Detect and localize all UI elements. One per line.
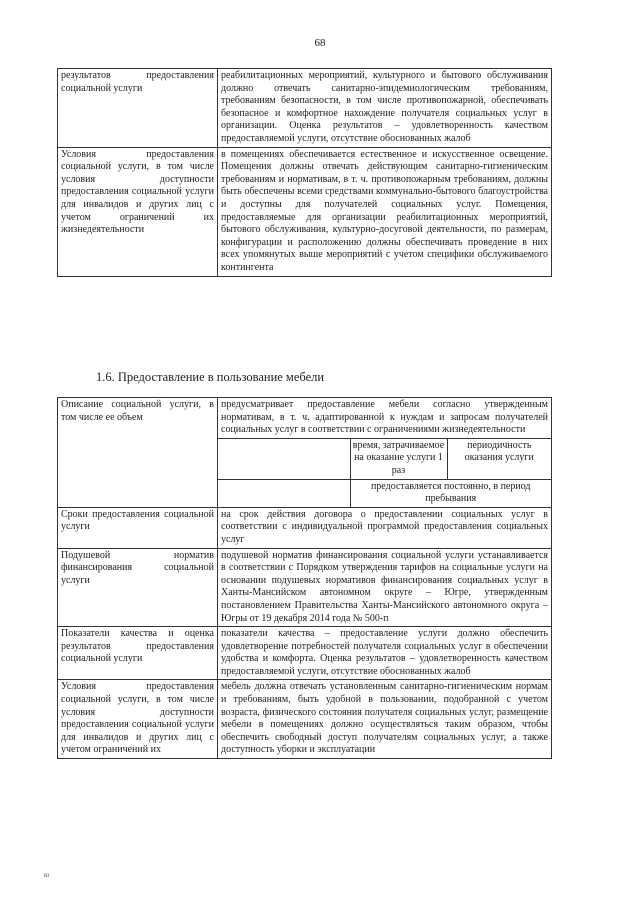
table-row bbox=[58, 398, 552, 508]
table-row bbox=[58, 680, 552, 759]
row-label: Показатели качества и оценка результатов предоставления социальной услуги bbox=[58, 627, 218, 680]
table-row bbox=[218, 479, 551, 507]
footer-mark: ю bbox=[44, 871, 50, 879]
row-text: показатели качества – предоставление услуги должно обеспечить удовлетворение потребностей получателя социальных услуг в обеспечении удобства и комфорта. Оценка результатов – удовлетворенность качеством предоставляемой услуги, отсутствие обоснованных жалоб bbox=[218, 627, 552, 680]
table-row bbox=[58, 627, 552, 680]
section-heading: 1.6. Предоставление в пользование мебели bbox=[96, 370, 325, 384]
table-row bbox=[218, 438, 551, 479]
row-label: Условия предоставления социальной услуги, в том числе условия доступности предоставления социальной услуги для инвалидов и других лиц с учетом ограничений их жизнедеятельности bbox=[58, 147, 218, 276]
table-row bbox=[58, 69, 552, 148]
row-text: на срок действия договора о предоставлении социальных услуг в соответствии с индивидуальной программой предоставления социальных услуг bbox=[218, 507, 552, 548]
row-text: реабилитационных мероприятий, культурного и бытового обслуживания должно отвечать санитарно-эпидемиологическим требованиям, требованиям безопасности, в том числе противопожарной, обеспечивать безопасное и комфортное нахождение получателя социальных услуг в организации. Оценка результатов – удовлетворенность качеством предоставляемой услуги, отсутствие обоснованных жалоб bbox=[218, 69, 552, 148]
row-text: предусматривает предоставление мебели согласно утвержденным нормативам, в т. ч. адаптированной к нуждам и запросам получателей социальных услуг в соответствии с ограничениями жизнедеятельности bbox=[221, 399, 548, 436]
services-table-continued bbox=[57, 68, 552, 277]
page-number: 68 bbox=[314, 37, 326, 49]
furniture-service-table bbox=[57, 397, 552, 759]
period-header: периодичность оказания услуги bbox=[447, 438, 551, 479]
row-text: мебель должна отвечать установленным санитарно-гигиеническим нормам и требованиям, быть удобной в пользовании, подобранной с учетом возраста, физического состояния получателя социальных услуг, размещение мебели в помещениях должно осуществляться таким образом, чтобы обеспечить свободный доступ получателям социальных услуг, а также доступность уборки и эксплуатации bbox=[218, 680, 552, 759]
description-cell bbox=[218, 398, 552, 508]
row-label: Сроки предоставления социальной услуги bbox=[58, 507, 218, 548]
frequency-value: предоставляется постоянно, в период пребывания bbox=[350, 479, 551, 507]
time-header: время, затрачиваемое на оказание услуги 1 раз bbox=[350, 438, 447, 479]
row-text: подушевой норматив финансирования социальной услуги устанавливается в соответствии с Порядком утверждения тарифов на социальные услуги на основании подушевых нормативов финансирования социальных услуг в Ханты-Мансийском автономном округе – Югре, утвержденным постановлением Правительства Ханты-Мансийского автономного округа – Югры от 19 декабря 2014 года № 500-п bbox=[218, 548, 552, 627]
row-label: Условия предоставления социальной услуги, в том числе условия доступности предоставления социальной услуги для инвалидов и других лиц с учетом ограничений их bbox=[58, 680, 218, 759]
table-row bbox=[58, 147, 552, 276]
row-label: Описание социальной услуги, в том числе ее объем bbox=[58, 398, 218, 508]
table-row bbox=[58, 507, 552, 548]
table-row bbox=[58, 548, 552, 627]
timing-subtable bbox=[218, 438, 551, 507]
row-label: Подушевой норматив финансирования социальной услуги bbox=[58, 548, 218, 627]
row-label: результатов предоставления социальной услуги bbox=[58, 69, 218, 148]
row-text: в помещениях обеспечивается естественное и искусственное освещение. Помещения должны отвечать действующим санитарно-гигиеническим требованиям и нормативам, в т. ч. противопожарным требованиям, должны быть обеспечены всеми средствами коммунально-бытового благоустройства и доступны для получателей социальных услуг. Помещения, предоставляемые для организации реабилитационных мероприятий, бытового обслуживания, культурно-досуговой деятельности, по размерам, конфигурации и расположению должны обеспечивать проведение в них всех упомянутых выше мероприятий с учетом специфики обслуживаемого контингента bbox=[218, 147, 552, 276]
